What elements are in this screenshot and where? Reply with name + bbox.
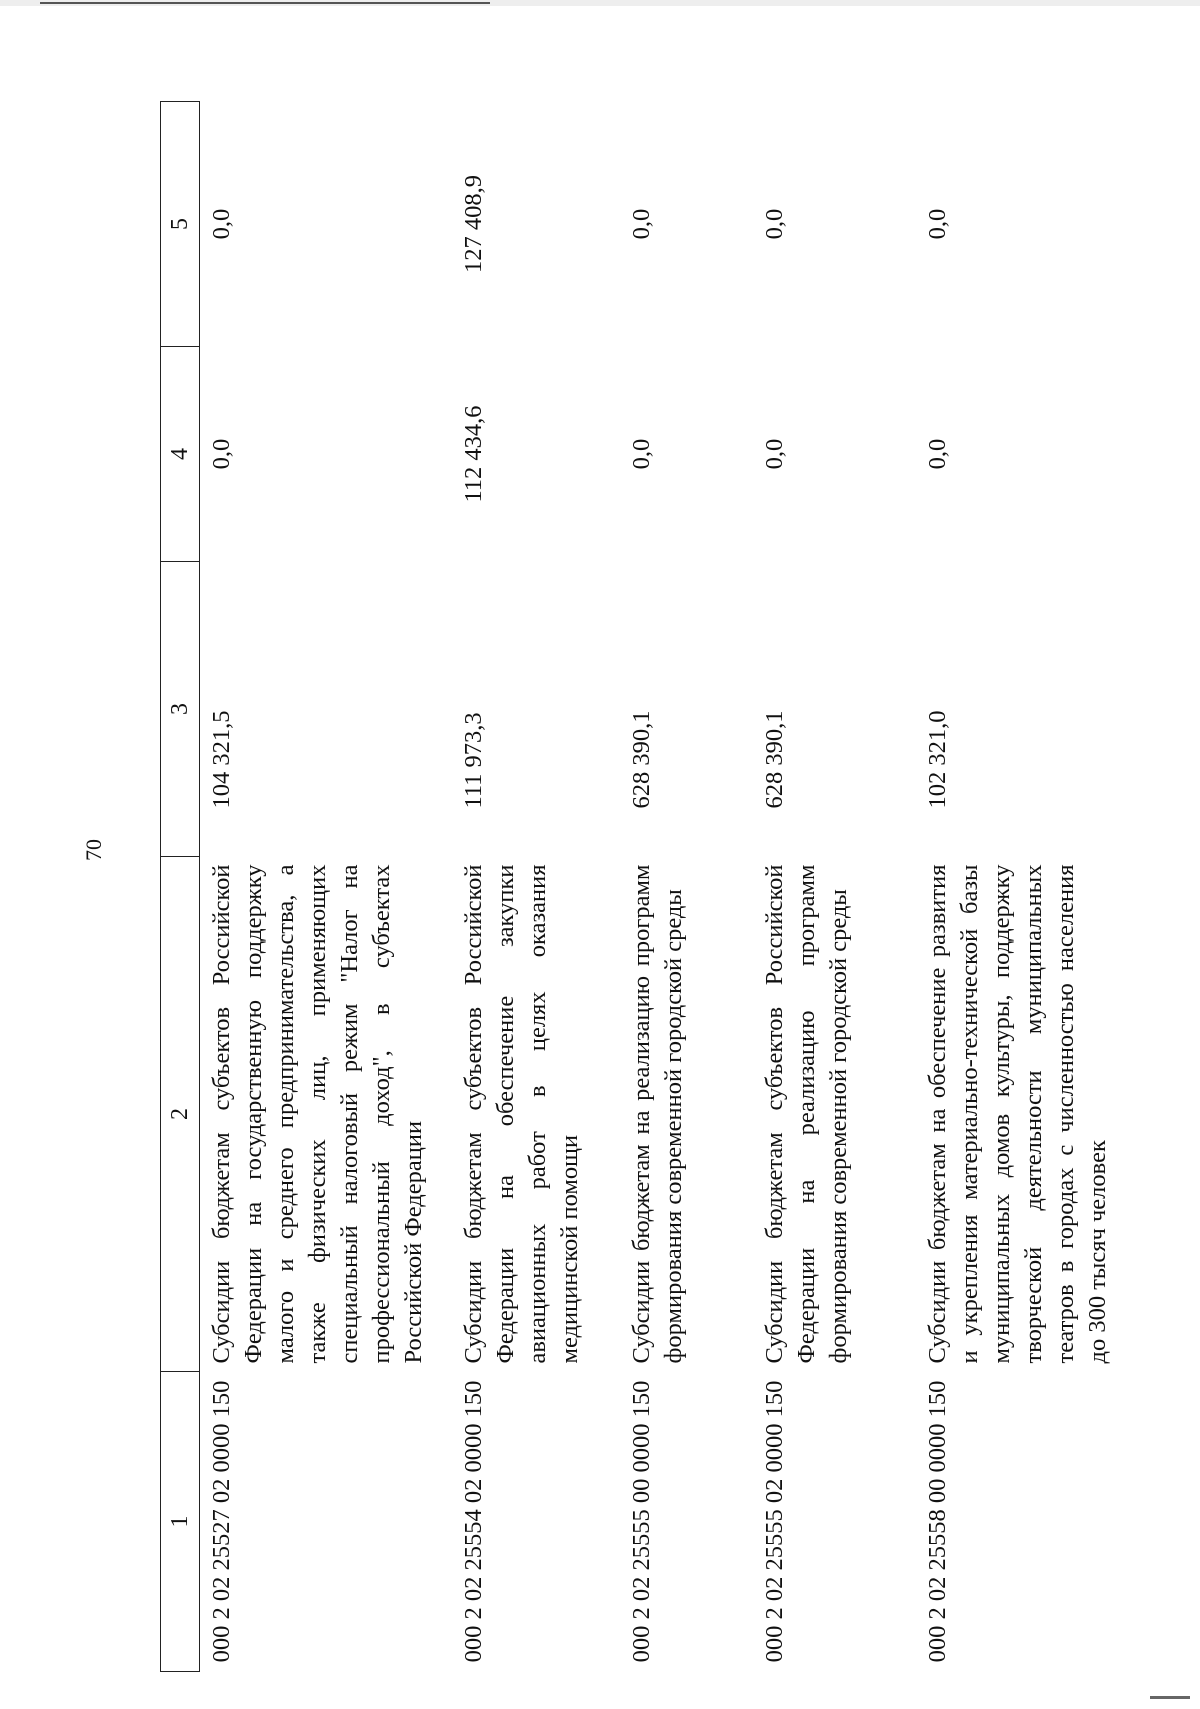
value-col-3: 102 321,0 (924, 710, 951, 809)
value-col-5: 0,0 (924, 208, 951, 240)
value-col-4: 0,0 (761, 438, 788, 470)
value-col-4: 112 434,6 (460, 405, 487, 503)
value-col-3: 111 973,3 (460, 712, 487, 809)
budget-code: 000 2 02 25527 02 0000 150 (208, 1380, 235, 1663)
budget-table (160, 101, 1154, 1672)
row-description: Субсидии бюджетам субъектов Российской Федерации на реализацию программ формирования современной городской среды (761, 864, 852, 1364)
page-number: 70 (81, 839, 106, 861)
value-col-5: 0,0 (208, 208, 235, 240)
row-description: Субсидии бюджетам субъектов Российской Федерации на государственную поддержку малого и среднего предпринимательства, а также физических лиц, применяющих специальный налоговый режим "Налог на профессиональный доход", в субъектах Российской Федерации (208, 864, 427, 1364)
value-col-4: 0,0 (208, 438, 235, 470)
scan-artifact-line (40, 2, 490, 4)
table-row (916, 102, 1154, 1672)
value-col-4: 0,0 (628, 438, 655, 470)
value-col-3: 628 390,1 (761, 710, 788, 809)
header-col-3: 3 (161, 562, 200, 857)
row-description: Субсидии бюджетам на реализацию программ формирования современной городской среды (628, 864, 687, 1364)
rotated-table-container (160, 102, 1160, 1672)
value-col-5: 0,0 (628, 208, 655, 240)
budget-code: 000 2 02 25555 02 0000 150 (761, 1380, 788, 1663)
value-col-3: 628 390,1 (628, 710, 655, 809)
header-col-2: 2 (161, 857, 200, 1372)
header-row (161, 102, 200, 1672)
table-row (452, 102, 620, 1672)
table-row (620, 102, 753, 1672)
header-col-5: 5 (161, 102, 200, 347)
value-col-4: 0,0 (924, 438, 951, 470)
value-col-5: 0,0 (761, 208, 788, 240)
budget-code: 000 2 02 25554 02 0000 150 (460, 1380, 487, 1663)
budget-code: 000 2 02 25558 00 0000 150 (924, 1380, 951, 1663)
header-col-4: 4 (161, 347, 200, 562)
row-description: Субсидии бюджетам субъектов Российской Федерации на обеспечение закупки авиационных работ в целях оказания медицинской помощи (460, 864, 583, 1364)
row-description: Субсидии бюджетам на обеспечение развития и укрепления материально-технической базы муниципальных домов культуры, поддержку творческой деятельности муниципальных театров в городах с численностью населения до 300 тысяч человек (924, 864, 1111, 1364)
scan-artifact-mark (1150, 1696, 1190, 1699)
budget-code: 000 2 02 25555 00 0000 150 (628, 1380, 655, 1663)
table-row (753, 102, 916, 1672)
value-col-3: 104 321,5 (208, 710, 235, 809)
value-col-5: 127 408,9 (460, 175, 487, 273)
header-col-1: 1 (161, 1372, 200, 1672)
table-row (200, 102, 453, 1672)
